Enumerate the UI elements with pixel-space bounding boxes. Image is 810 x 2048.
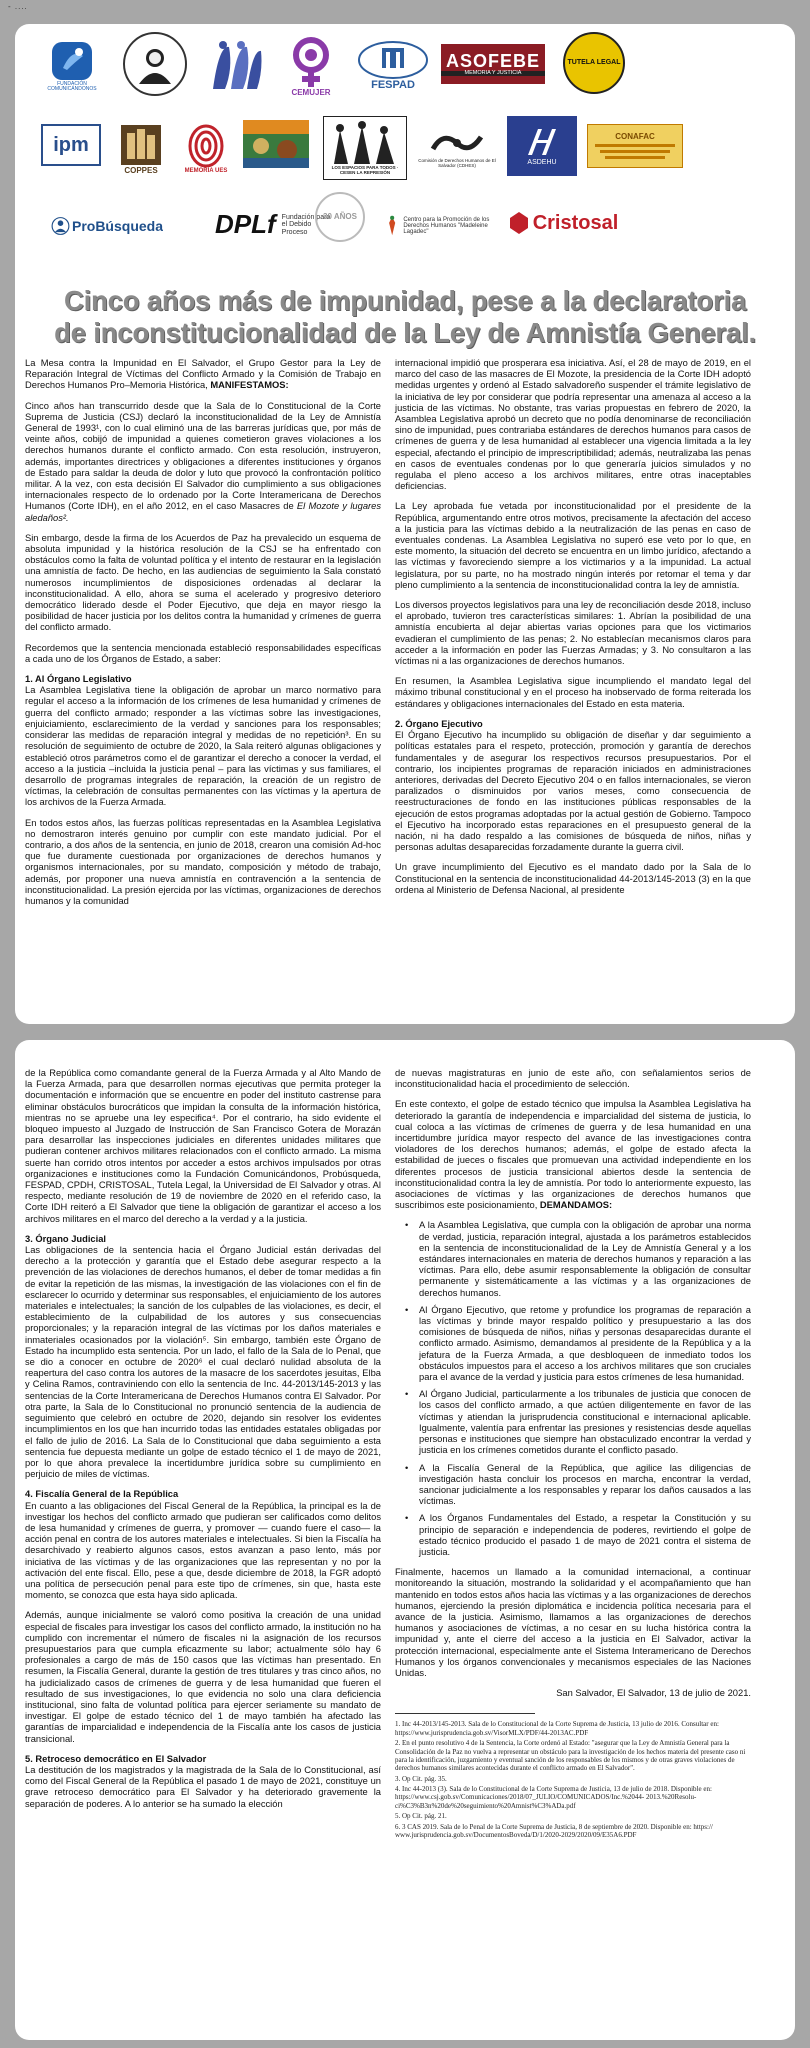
logo-probusqueda: ProBúsqueda [51, 206, 163, 246]
logo-ipm: ipm [41, 124, 101, 166]
section-heading-retroceso: 5. Retroceso democrático en El Salvador [25, 1753, 207, 1764]
paragraph: Además, aunque inicialmente se valoró como positiva la creación de una unidad especial de fiscales para investigar los casos del conflicto armado, la institución no ha cumplido con incrementar el número de fiscales ni la asignación de los recursos presupuestarios para que cumpla eficazmente su labor; actualmente sólo hay 6 profesionales a cargo de más de 150 casos que las víctimas han presentado. En resumen, la Fiscalía General, durante la gestión de tres titulares y tras cinco años, no ha judicializado casos de crímenes de guerra y de lesa humanidad que fueren el resultado de sus investigaciones, lo que evidencia no solo una clara deficiencia institucional, sino falta de voluntad política para ejercer seriamente su mandato de investigar. El golpe de estado técnico del 1 de mayo también ha afectado las garantías de imparcialidad e independencia de la Fiscalía ante los casos de justicia transicional. [25, 1610, 381, 1744]
section-heading-fiscalia: 4. Fiscalía General de la República [25, 1489, 179, 1500]
demand-heading: DEMANDAMOS: [539, 1200, 613, 1211]
title-line-2: de inconstitucionalidad de la Ley de Amnistía General. [54, 316, 756, 348]
list-item: • Al Órgano Ejecutivo, que retome y profundice los programas de reparación a las víctimas y brinde mayor respaldo político y presupuestario a las dos comisiones de búsqueda de niños, niñas y personas desaparecidas durante el conflicto armado. Asimismo, demandamos al presidente de la República y a la jefatura de la Fuerza Armada, a que desbloqueen de inmediato todos los obstáculos impuestos para el acceso a los archivos militares que son cruciales para el avance de la verdad y justicia para estos crímenes de lesa humanidad. [395, 1305, 751, 1383]
logo-cdhes: Comisión de Derechos Humanos de El Salvador (CDHES) [417, 120, 497, 178]
footnote: 2. En el punto resolutivo 4 de la Sentencia, la Corte ordenó al Estado: "asegurar que la Ley de Amnistía General para la Consolidación de la Paz no vuelva a representar un obstáculo para la investigación de los hechos materia del presente caso ni para la identificación, juzgamiento y eventual sanción de los responsables de los mismos y de otras graves violaciones de derechos humanos similares acontecidas durante el conflicto armado en El Salvador". [395, 1739, 746, 1773]
footnote: 3. Op Cit. pág. 35. [395, 1774, 447, 1783]
paragraph: Recordemos que la sentencia mencionada estableció responsabilidades específicas a cada uno de los Órganos de Estado, a saber: [25, 642, 381, 664]
logo-coppes: COPPES [115, 116, 167, 182]
column-left [25, 358, 381, 907]
column-left [25, 1068, 381, 1841]
signature-date: San Salvador, El Salvador, 13 de julio de 2021. [556, 1688, 751, 1699]
columns-panel-1 [25, 358, 751, 907]
paragraph: Finalmente, hacemos un llamado a la comunidad internacional, a continuar monitoreando la situación, mostrando la solidaridad y el acompañamiento que han mantenido en todos estos años hacia las víctimas y a las organizaciones de derechos humanos, ejerciendo la presión diplomática e incidencia política necesaria para el avance de la justicia. Asimismo, llamamos a las organizaciones de derechos humanos y asociaciones de víctimas, a no cesar en su lucha histórica contra la impunidad y, ante el cierre del acceso a la justicia en El Salvador, activar la protección internacional, especialmente ante el Sistema Interamericano de Derechos Humanos y los órganos convencionales y mecanismos especiales de las Naciones Unidas. [395, 1567, 751, 1678]
logo-dplf: DPLf Fundación para el Debido Proceso [215, 209, 331, 240]
footnote: 1. Inc 44-2013/145-2013. Sala de lo Constitucional de la Corte Suprema de Justicia, 13 julio de 2016. Consultar en: https://www.jurisprudencia.gob.sv/VisorMLX/PDF/44-2013AC.PDF [395, 1720, 719, 1737]
logo-comite-represion: LOS ESPACIOS PARA TODOS · CESEN LA REPRESIÓN [323, 116, 407, 180]
top-mark: - .... [8, 2, 28, 11]
page-panel-2 [15, 1040, 795, 2040]
paragraph: La destitución de los magistrados y la magistrada de la Sala de lo Constitucional, así como del Fiscal General de la República el pasado 1 de mayo de 2021, constituye un grave retroceso democrático para El Salvador y ha deteriorado gravemente la separación de poderes. A lo anterior se ha sumado la elección [25, 1764, 381, 1809]
manifest-heading: MANIFESTAMOS: [210, 380, 289, 391]
logo-fespad: FESPAD [353, 34, 433, 96]
section-heading-ejecutivo: 2. Órgano Ejecutivo [395, 718, 483, 729]
logo-memoria-ues: MEMORIA UES [181, 116, 231, 182]
logo-comunicandonos: FUNDACIÓN COMUNICÁNDONOS [37, 34, 107, 98]
list-item: • A los Órganos Fundamentales del Estado, a respetar la Constitución y su principio de separación e independencia de poderes, revirtiendo el golpe de estado técnico producido el pasado 1 de mayo de 2021 contra el sistema de justicia. [395, 1513, 751, 1558]
logo-concertacion-romero [123, 32, 187, 96]
paragraph: La Asamblea Legislativa tiene la obligación de aprobar un marco normativo para regular el acceso a la información de los crímenes de lesa humanidad y crímenes de guerra del conflicto armado; responder a las víctimas sobre las investigaciones, enjuiciamiento, esclarecimiento de la verdad y sanciones para los responsables; considerar las medidas de reparación integral y medidas de no repetición³. En su resolución de seguimiento de octubre de 2020, la Sala reiteró algunas obligaciones y estableció otros parámetros como el de garantizar el derecho a conocer la verdad, el acceso a la justicia –incluida la justicia penal – para las víctimas y sus familiares, el desarrollo de programas integrales de reparación, la creación de un registro de víctimas, la celebración de consultas permanentes con las víctimas y la apertura de los archivos de la Fuerza Armada. [25, 685, 381, 808]
page-panel-1 [15, 24, 795, 1024]
logo-asofebe: ASOFEBE MEMORIA Y JUSTICIA [441, 44, 545, 84]
logo-banner [15, 24, 795, 279]
section-heading-legislativo: 1. Al Órgano Legislativo [25, 674, 132, 685]
footnote: 5. Op Cit. pág. 21. [395, 1812, 447, 1821]
columns-panel-2 [25, 1068, 751, 1841]
list-item: • Al Órgano Judicial, particularmente a los tribunales de justicia que conocen de los casos del conflicto armado, a que actúen diligentemente en favor de las víctimas y atiendan la jurisprudencia constitucional e internacional aplicable. Igualmente, valentía para enfrentar las presiones y resistencias desde aquellas personas e instituciones que siempre han obstaculizado encontrar la verdad y justicia en los crímenes cometidos durante el conflicto pasado. [395, 1389, 751, 1456]
logo-30-anios: 30 AÑOS [315, 192, 365, 242]
logo-asdehu: ASDEHU [507, 116, 577, 176]
intro-paragraph: La Mesa contra la Impunidad en El Salvador, el Grupo Gestor para la Ley de Reparación Integral de Víctimas del Conflicto Armado y la Comisión de Trabajo en Derechos Humanos Pro–Memoria Histórica, MANIFESTAMOS: [25, 358, 381, 391]
paragraph: En cuanto a las obligaciones del Fiscal General de la República, la principal es la de investigar los hechos del conflicto armado que pudieran ser calificados como delitos de lesa humanidad y crímenes de guerra, y promover — cuando fuere el caso— la acción penal en contra de los autores materiales e intelectuales. Si bien la Fiscalía ha desarchivado y reabierto algunos casos, estos avanzan a paso lento, más por iniciativa de las víctimas y de las organizaciones que las representan y no por la activación del ente fiscal. Ello, pese a que, desde diciembre de 2018, la FGR adoptó una política de persecución penal para este tipo de crímenes, sin que, hasta este momento, se conozca que esta haya sido aplicada. [25, 1500, 381, 1601]
section-heading-judicial: 3. Órgano Judicial [25, 1233, 107, 1244]
page-title [15, 279, 795, 348]
footnote: 4. Inc 44-2013 (3). Sala de lo Constitucional de la Corte Suprema de Justicia, 13 de julio de 2018. Disponible en: https://www.csj.gob.sv/Comunicaciones/2018/07_JULIO/COMUNICADOS/Inc.%2044- 2013.%20Resolu- ci%C3%B3n%20de%20seguimiento%20Amnist%C3%ADa.pdf [395, 1785, 712, 1810]
footnote-divider [395, 1713, 535, 1714]
paragraph: de nuevas magistraturas en junio de este año, con señalamientos serios de inconstitucionalidad hacia el procedimiento de selección. [395, 1068, 751, 1090]
paragraph: En todos estos años, las fuerzas políticas representadas en la Asamblea Legislativa no demostraron interés genuino por cumplir con este mandato judicial. Por el contrario, a dos años de la sentencia, en junio de 2018, crearon una comisión Ad-hoc que fue duramente cuestionada por organizaciones de derechos humanos y organismos internacionales, por su mandato, composición y método de trabajo, además, por proponer una nueva amnistía en contravención a la sentencia de inconstitucionalidad. La presión ejercida por las víctimas, organizaciones de derechos humanos y la comunidad [25, 817, 381, 906]
column-right [395, 1068, 751, 1841]
paragraph: Las obligaciones de la sentencia hacia el Órgano Judicial están derivadas del derecho a la protección y garantía que el Estado debe asegurar respecto a la prevención de las violaciones de derechos humanos, el deber de tomar medidas a fin de evitar la repetición de las mismas, la investigación de las violaciones con el fin de esclarecer lo ocurrido y determinar sus responsables, el enjuiciamiento de los autores materiales e intelectuales; la sanción de los culpables de las violaciones, es decir, el establecimiento de la culpabilidad de los autores y sus consecuencias proporcionales; y la reparación integral de las víctimas por los daños materiales e inmateriales ocasionados por la violación⁵. Sin embargo, también este Órgano de Estado ha incumplido esta sentencia. Por un lado, el fallo de la Sala de lo Penal, que se dio a conocer en octubre de 2020⁶ el cual declaró nulidad absoluta de la reapertura del caso contra los autores de la masacre de los sacerdotes jesuitas, Elba y Celina Ramos, contraviniendo con ello la sentencia de Inc. 44-2013/145-2013 y las sentencias de la Corte Interamericana de Derechos Humanos contra El Salvador. Por otra parte, la Sala de lo Constitucional no pronunció sentencia de la audiencia de seguimiento que celebró en octubre de 2020, dejando sin resolver los evidentes incumplimientos en los que han incurrido todas las entidades estatales obligadas por el fallo de julio de 2016. La Sala de lo Constitucional que daba seguimiento a esta sentencia fue depuesta mediante un golpe de estado técnico el 1 de mayo de 2021, por lo que ahora prevalece la incertidumbre jurídica sobre su cumplimiento en perjuicio de miles de víctimas. [25, 1245, 381, 1480]
paragraph: En este contexto, el golpe de estado técnico que impulsa la Asamblea Legislativa ha deteriorado la garantía de independencia e imparcialidad del sistema de justicia, lo cual coloca a las víctimas de crímenes de guerra y de lesa humanidad en una incertidumbre jurídica mayor respecto del avance de las investigaciones contra violadores de los derechos humanos; además, el golpe de estado afecta la estabilidad de jueces o fiscales que promuevan una actividad independiente en los diferentes procesos de justicia transicional abiertos desde la sentencia de inconstitucionalidad contra la ley de amnistía. Por todo lo anteriormente expuesto, las asociaciones de víctimas y las organizaciones de derechos humanos que suscribimos este posicionamiento, DEMANDAMOS: [395, 1099, 751, 1211]
footnotes [395, 1720, 751, 1839]
paragraph: La Ley aprobada fue vetada por inconstitucionalidad por el presidente de la República, argumentando entre otros motivos, precisamente la afectación del acceso a la justicia para las víctimas debido a la neutralización de las penas en caso de eventuales condenas. La Asamblea Legislativa no superó ese veto por lo que, en este momento, la situación del decreto se encuentra en un limbo jurídico, afectando a las víctimas y favoreciendo siempre a los victimarios y a la impunidad. La actual legislatura, por su parte, no ha mostrado ningún interés por retomar el tema y dar pleno cumplimiento a la sentencia de inconstitucionalidad contra la ley de amnistía. [395, 501, 751, 590]
logo-mural [243, 120, 309, 168]
list-item: • A la Fiscalía General de la República, que agilice las diligencias de investigación hasta concluir los procesos en marcha, encontrar la verdad, sancionar judicialmente a los responsables y reparar los daños causados a las víctimas. [395, 1463, 751, 1508]
logo-cemujer: CEMUJER [283, 32, 339, 102]
list-item: • A la Asamblea Legislativa, que cumpla con la obligación de aprobar una norma de verdad, justicia, reparación integral, ajustada a los parámetros establecidos en la sentencia de inconstitucionalidad de la Ley de Amnistía General y a los estándares internacionales en materia de derechos humanos y reparación a las víctimas. Para ello, debe asumir responsablemente la obligación de consultar permanente y sistemáticamente a las víctimas y a las organizaciones de derechos humanos. [395, 1220, 751, 1298]
footnote: 6. 3 CAS 2019. Sala de lo Penal de la Corte Suprema de Justicia, 8 de septiembre de 2020. Disponible en: https:// www.jurisprudencia.gob.sv/DocumentosBoveda/D/1/2020-2029/2020/09/E35A6.PDF [395, 1822, 713, 1840]
paragraph: Un grave incumplimiento del Ejecutivo es el mandato dado por la Sala de lo Constitucional en la sentencia de inconstitucionalidad 44-2013/145-2013 (3) en la que ordena al Ministerio de Defensa Nacional, al presidente [395, 862, 751, 895]
paragraph: En resumen, la Asamblea Legislativa sigue incumpliendo el mandato legal del máximo tribunal constitucional y en el proceso ha inobservado de forma reiterada los estándares y obligaciones internacionales del Estado en esta materia. [395, 676, 751, 709]
logo-conafac: CONAFAC [587, 124, 683, 168]
title-line-1: Cinco años más de impunidad, pese a la declaratoria [63, 285, 747, 316]
paragraph: Los diversos proyectos legislativos para una ley de reconciliación desde 2018, incluso el aprobado, tuvieron tres características similares: 1. Abrían la posibilidad de una amnistía encubierta al dejar abiertas varias opciones para que los victimarios evadieran el cumplimiento de las penas; 2. No establecían mecanismos claros para acceder a la información en poder las Fuerzas Armadas; y 3. No consultaron a las víctimas ni a las organizaciones de derechos humanos. [395, 600, 751, 667]
paragraph: Sin embargo, desde la firma de los Acuerdos de Paz ha prevalecido un esquema de absoluta impunidad y la histórica resolución de la CSJ se ha enfrentado con obstáculos como la falta de voluntad política y el intento de restaurar en la legislación una amnistía de facto. De hecho, en las audiencias de seguimiento la Sala constató numerosos incumplimientos de disposiciones ordenadas al declarar la inconstitucionalidad. A ello, ahora se suma el acelerado y progresivo deterioro democrático liderado desde el Poder Ejecutivo, que deja en mayor riesgo la posibilidad de hacer justicia por los delitos contra la humanidad y crímenes de guerra del conflicto armado. [25, 532, 381, 633]
logo-familiares [205, 38, 269, 94]
paragraph: Cinco años han transcurrido desde que la Sala de lo Constitucional de la Corte Suprema de Justicia (CSJ) declaró la inconstitucionalidad de la Ley de Amnistía General de 1993¹, con lo cual eliminó una de las barreras jurídicas que, por más de veinte años, cobijó de impunidad a quienes cometieron graves violaciones a los derechos humanos durante el conflicto armado. Con esta resolución, instruyeron, además, importantes directrices y obligaciones a diferentes instituciones y órganos de Estado para saldar la deuda de dolor y luto que provocó la confrontación político militar. A la vez, con esta decisión El Salvador dio cumplimiento a sus obligaciones internacionales respecto de lo ordenado por la Corte Interamericana de Derechos Humanos (Corte IDH), en el año 2012, en el caso Masacres de El Mozote y lugares aledaños². [25, 400, 381, 523]
logo-cristosal: Cristosal [501, 204, 625, 242]
paragraph: de la República como comandante general de la Fuerza Armada y al Alto Mando de la Fuerza Armada, para que desarrollen normas ejecutivas que permita proteger la documentación e información que se encuentre en poder del instituto castrense para eliminar obstáculos burocráticos que impidan la consulta de la información histórica, mientras no se apruebe una ley especifica⁴. Por el contrario, ha sido evidente el bloqueo impuesto al Juzgado de Instrucción de San Francisco Gotera de Morazán para desarrollar las inspecciones judiciales en diferentes unidades militares que pudieran contener archivos militares relacionados con el conflicto armado. La misma suerte han corrido otros intentos por acceder a estos archivos impulsados por otras organizaciones e instituciones como la Fundación Comunicándonos, Probúsqueda, FESPAD, CPDH, CRISTOSAL, Tutela Legal, la Universidad de El Salvador y otras. Al respecto, mediante resolución de 19 de noviembre de 2020 en el referido caso, la Corte IDH reiteró a El Salvador que tiene la obligación de garantizar el acceso a los archivos militares en el marco del derecho a la verdad y a la justicia. [25, 1068, 381, 1224]
column-right [395, 358, 751, 907]
demands-list [395, 1220, 751, 1558]
logo-madeleine-lagadec: Centro para la Promoción de los Derechos Humanos "Madeleine Lagadec" [385, 200, 505, 252]
logo-tutela-legal: TUTELA LEGAL [563, 32, 625, 94]
paragraph: El Órgano Ejecutivo ha incumplido su obligación de diseñar y dar seguimiento a políticas estatales para el respeto, protección, promoción y garantía de derechos fundamentales y de asegurar los respectivos recursos presupuestarios. Por el contrario, los incipientes programas de reparación iniciados en administraciones anteriores, derivadas del Decreto Ejecutivo 204 o en fallos internacionales, se vieron paralizados o disminuidos por varios meses, como consecuencia de reestructuraciones de fondo en las instituciones públicas responsables de la ejecución de estos programas adoptadas por la actual gestión de Gobierno. Tampoco el Ejecutivo ha incorporado estas reparaciones en el presupuesto general de la nación, ni ha dado respaldo a las comisiones de búsqueda de niños, niñas y personas adultas desaparecidas forzadamente durante la guerra civil. [395, 730, 751, 853]
paragraph: internacional impidió que prosperara esa iniciativa. Así, el 28 de mayo de 2019, en el marco del caso de las masacres de El Mozote, la presidencia de la Corte IDH adoptó medidas urgentes y ordenó al Estado salvadoreño suspender el trámite legislativo de la iniciativa de ley por considerar que podría representar una amenaza al acceso a la justicia de las víctimas. No obstante, tras varias propuestas en febrero de 2020, la Asamblea Legislativa aprobó un decreto que no podía denominarse de reconciliación sino de impunidad, pues contrariaba estándares de derechos humanos para casos de crímenes de guerra y de lesa humanidad al establecer una vigencia limitada a la ley especial, afectando el principio de imprescriptibilidad; además, neutralizaba las penas en casos de eventuales condenas por lo que generaría juicios simulados y no regulaba el pleno acceso a los archivos militares, entre otras inaceptables deficiencias. [395, 358, 751, 492]
